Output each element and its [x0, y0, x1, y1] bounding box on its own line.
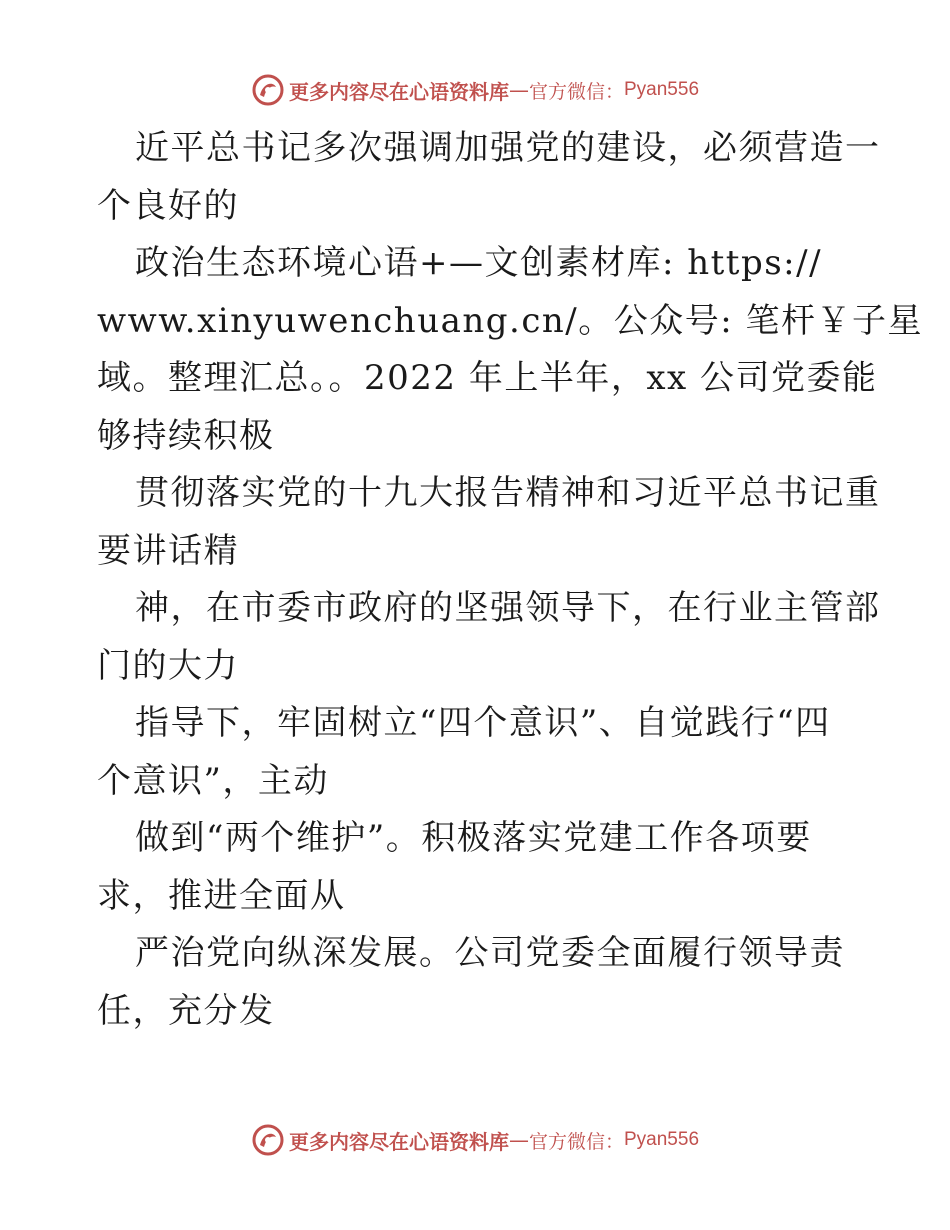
header-banner	[0, 70, 950, 110]
banner-wechat-label: 官方微信：	[528, 1130, 624, 1153]
text-line: 神，在市委市政府的坚强领导下，在行业主管部	[135, 588, 881, 628]
text-line: 个意识”，主动	[97, 760, 329, 801]
banner-main-text: 更多内容尽在心语资料库	[288, 79, 509, 104]
text-line: 域。整理汇总。。2022 年上半年，xx 公司党委能	[97, 358, 878, 398]
text-line: 近平总书记多次强调加强党的建设，必须营造一	[135, 128, 881, 168]
text-line: 个良好的	[97, 185, 239, 226]
paragraph	[97, 120, 881, 235]
paragraph	[97, 925, 857, 1040]
swirl-logo-icon	[251, 73, 285, 107]
banner-wechat-id: Pyan556	[624, 79, 700, 100]
text-line: 门的大力	[97, 645, 239, 686]
banner-dash: —	[508, 78, 529, 102]
banner-wechat-id: Pyan556	[624, 1129, 700, 1150]
text-line: 求，推进全面从	[97, 875, 346, 916]
text-line: 指导下，牢固树立“四个意识”、自觉践行“四	[135, 703, 831, 743]
banner-wechat-label: 官方微信：	[528, 80, 624, 103]
document-body	[97, 120, 923, 1040]
paragraph	[97, 810, 857, 925]
text-line: 要讲话精	[97, 530, 239, 571]
text-line: 严治党向纵深发展。公司党委全面履行领导责	[135, 933, 845, 973]
paragraph	[97, 465, 881, 580]
text-line: 够持续积极	[97, 415, 275, 456]
swirl-logo-icon	[251, 1123, 285, 1157]
text-line: 政治生态环境心语+—文创素材库: https://	[135, 243, 823, 283]
paragraph	[97, 580, 881, 695]
text-line: 任，充分发	[97, 990, 275, 1031]
footer-banner	[0, 1120, 950, 1160]
paragraph	[97, 235, 923, 465]
text-line: 做到“两个维护”。积极落实党建工作各项要	[135, 818, 812, 858]
text-line: www.xinyuwenchuang.cn/。公众号: 笔杆￥子星	[97, 300, 923, 341]
text-line: 贯彻落实党的十九大报告精神和习近平总书记重	[135, 473, 881, 513]
banner-main-text: 更多内容尽在心语资料库	[288, 1129, 509, 1154]
paragraph	[97, 695, 857, 810]
banner-dash: —	[508, 1128, 529, 1152]
